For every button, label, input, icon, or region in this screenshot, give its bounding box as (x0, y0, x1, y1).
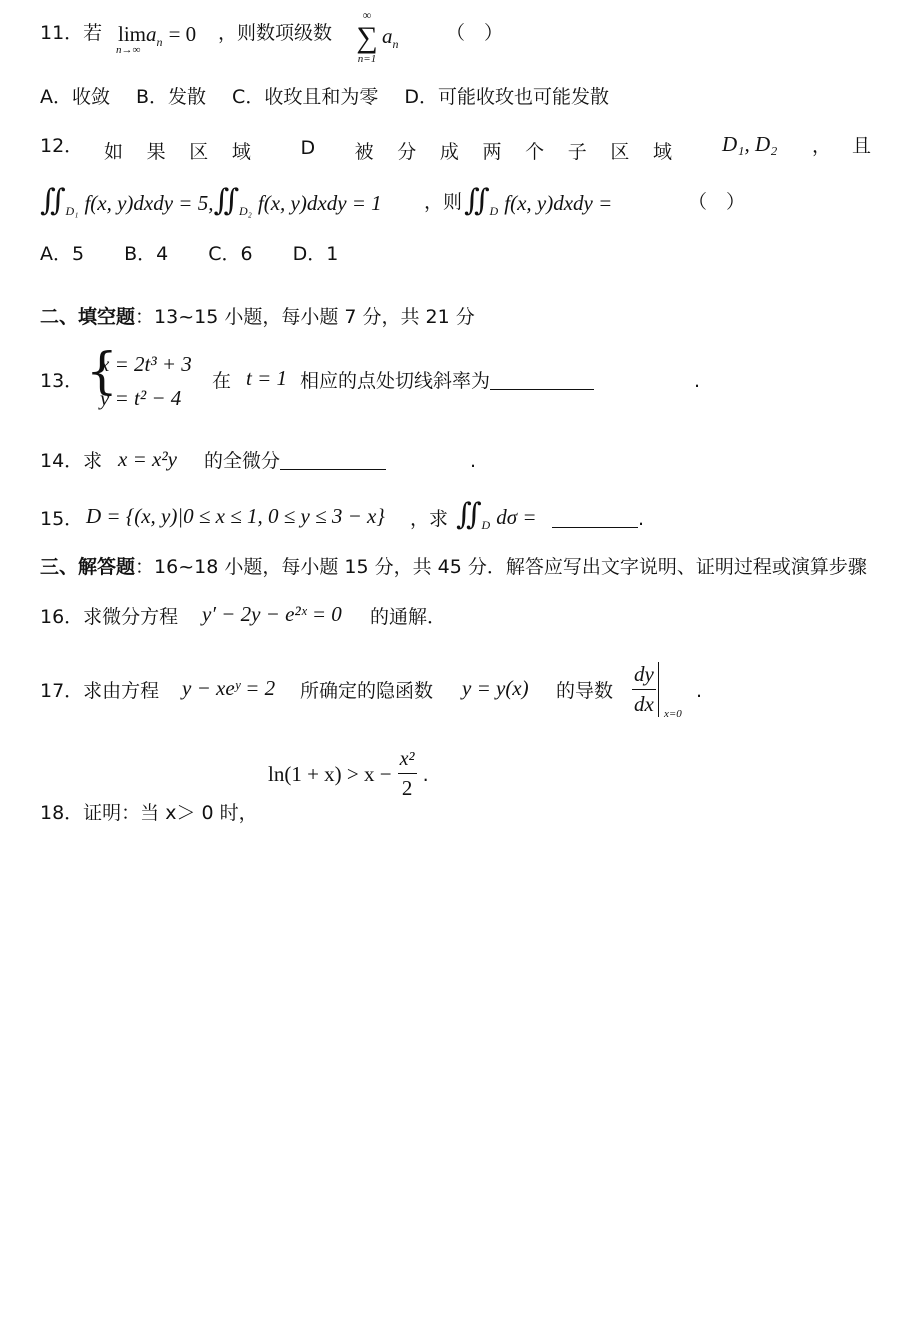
q12-char: 个 (525, 141, 545, 163)
q16-number: 16．求微分方程 (40, 606, 179, 628)
q12-then: ，则 (424, 191, 463, 213)
q12-char: D (300, 137, 316, 159)
q13-answer-blank[interactable] (490, 389, 594, 390)
q12-integral3: ∬ (464, 184, 490, 217)
q17-func: y = y(x) (462, 676, 529, 700)
q17-expr: y − xeʸ = 2 (182, 676, 276, 700)
q17-end: . (696, 680, 703, 702)
q12-char: 两 (482, 141, 502, 163)
q17-deriv-num: dy (632, 662, 656, 690)
section2-desc: ：13~15 小题，每小题 7 分，共 21 分 (135, 306, 475, 328)
q11-number: 11．若 (40, 22, 103, 44)
q12-option-b: B．4 (124, 243, 169, 265)
q14-text (204, 452, 386, 471)
q11-sum (352, 8, 382, 65)
q12-option-d: D．1 (292, 243, 339, 265)
q12-integral1: ∬ (40, 184, 66, 217)
q12-option-a: A．5 (40, 243, 85, 265)
q13-text (300, 372, 594, 391)
q15-number: 15． (40, 508, 84, 530)
q13-number: 13． (40, 370, 84, 392)
q15-answer-blank[interactable] (552, 527, 638, 528)
q11-option-d: D．可能收玫也可能发散 (404, 86, 609, 108)
q15-integral (456, 500, 537, 531)
section3-heading (40, 558, 867, 577)
q12-option-c: C．6 (208, 243, 253, 265)
q12-char: 区 (610, 141, 630, 163)
q13-eq2: y = t² − 4 (100, 386, 182, 410)
q18-number: 18．证明：当 x＞ 0 时， (40, 802, 258, 824)
q11-a: a (146, 22, 157, 46)
q17-number: 17．求由方程 (40, 680, 160, 702)
q14-expr: x = x²y (118, 447, 177, 471)
q15-dsigma: dσ = (496, 505, 537, 529)
section2-title: 二、填空题 (40, 306, 136, 328)
q14-end: . (470, 450, 477, 472)
q12-paren: （ ） (688, 191, 746, 213)
q12-char: 如 (104, 141, 124, 163)
q11-options (40, 88, 609, 107)
q11-paren: （ ） (446, 22, 504, 44)
q12-spaced-text (104, 137, 672, 164)
q12-char: 果 (146, 141, 166, 163)
q12-expr3: f(x, y)dxdy = (504, 191, 613, 215)
q11-option-a: A．收敛 (40, 86, 110, 108)
q11-term-sub: n (392, 37, 399, 51)
q12-char: 区 (189, 141, 209, 163)
q15-integral-symbol: ∬ (456, 498, 482, 531)
q11-a-sub: n (156, 35, 163, 49)
q13-prompt: 相应的点处切线斜率为 (300, 370, 491, 392)
q15-answer (552, 510, 644, 529)
q12-d1d2: D₁, D₂ (722, 132, 778, 156)
q12-expr2: f(x, y)dxdy = 1 (257, 191, 382, 215)
q12-and: 且 (852, 135, 872, 157)
q12-sub3: D (489, 204, 499, 218)
q11-limit-sub: n→∞ (116, 44, 141, 56)
q13-at: 在 (212, 370, 232, 392)
q18-ineq-left: ln(1 + x) > x − (268, 762, 392, 786)
q12-sub2: D₂ (239, 204, 252, 218)
q16-text: 的通解． (370, 606, 447, 628)
q12-integral2: ∬ (213, 184, 240, 217)
q18-frac-num: x² (398, 748, 417, 774)
q17-eval-at: x=0 (664, 708, 682, 720)
q11-sum-bottom: n=1 (357, 53, 377, 65)
q16-expr: y′ − 2y − e²ˣ = 0 (202, 602, 342, 626)
q12-char: 子 (567, 141, 587, 163)
q12-char: 成 (439, 141, 459, 163)
q12-sub1: D₁ (65, 204, 79, 218)
q13-end: . (694, 370, 701, 392)
q18-frac-den: 2 (401, 776, 413, 800)
q15-set: D = {(x, y)|0 ≤ x ≤ 1, 0 ≤ y ≤ 3 − x} (86, 504, 385, 528)
q12-char: 被 (354, 141, 374, 163)
q12-comma: ， (812, 135, 832, 157)
q11-option-b: B．发散 (136, 86, 207, 108)
q11-term-a: a (382, 24, 393, 48)
q13-brace: { (86, 342, 118, 400)
q18-inequality (268, 748, 429, 801)
q15-text: ，求 (410, 508, 449, 530)
q14-answer-blank[interactable] (280, 469, 386, 470)
q13-t-eq: t = 1 (246, 366, 288, 390)
q17-deriv-den: dx (634, 692, 654, 716)
q12-number: 12． (40, 135, 84, 157)
q17-derivative (632, 662, 659, 717)
q18-end: . (422, 763, 429, 786)
q13-eq1: x = 2t³ + 3 (100, 352, 192, 376)
q11-option-c: C．收玫且和为零 (232, 86, 379, 108)
q17-text1: 所确定的隐函数 (300, 680, 434, 702)
q14-number: 14．求 (40, 450, 103, 472)
q12-char: 域 (652, 141, 672, 163)
q11-sum-top: ∞ (362, 8, 372, 22)
q12-char: 分 (397, 141, 417, 163)
q15-sub: D (481, 518, 491, 532)
section3-desc: ：16~18 小题，每小题 15 分，共 45 分．解答应写出文字说明、证明过程或演算步骤 (135, 556, 867, 578)
q12-options (40, 245, 338, 264)
q12-integrals (40, 186, 382, 217)
q11-limit-main: lim (118, 22, 147, 46)
q15-end: . (638, 508, 645, 530)
q11-term (382, 24, 399, 52)
q11-line (40, 24, 102, 43)
section3-title: 三、解答题 (40, 556, 136, 578)
q14-prompt: 的全微分 (204, 450, 281, 472)
q17-text2: 的导数 (556, 680, 614, 702)
section2-heading (40, 308, 475, 327)
q12-integral-d (464, 186, 612, 217)
q11-sum-symbol: ∑ (356, 21, 378, 54)
q11-eq-zero: = 0 (168, 22, 197, 46)
q12-expr1: f(x, y)dxdy = 5, (84, 191, 214, 215)
q11-text: ，则数项级数 (218, 22, 333, 44)
q12-char: 域 (231, 141, 251, 163)
